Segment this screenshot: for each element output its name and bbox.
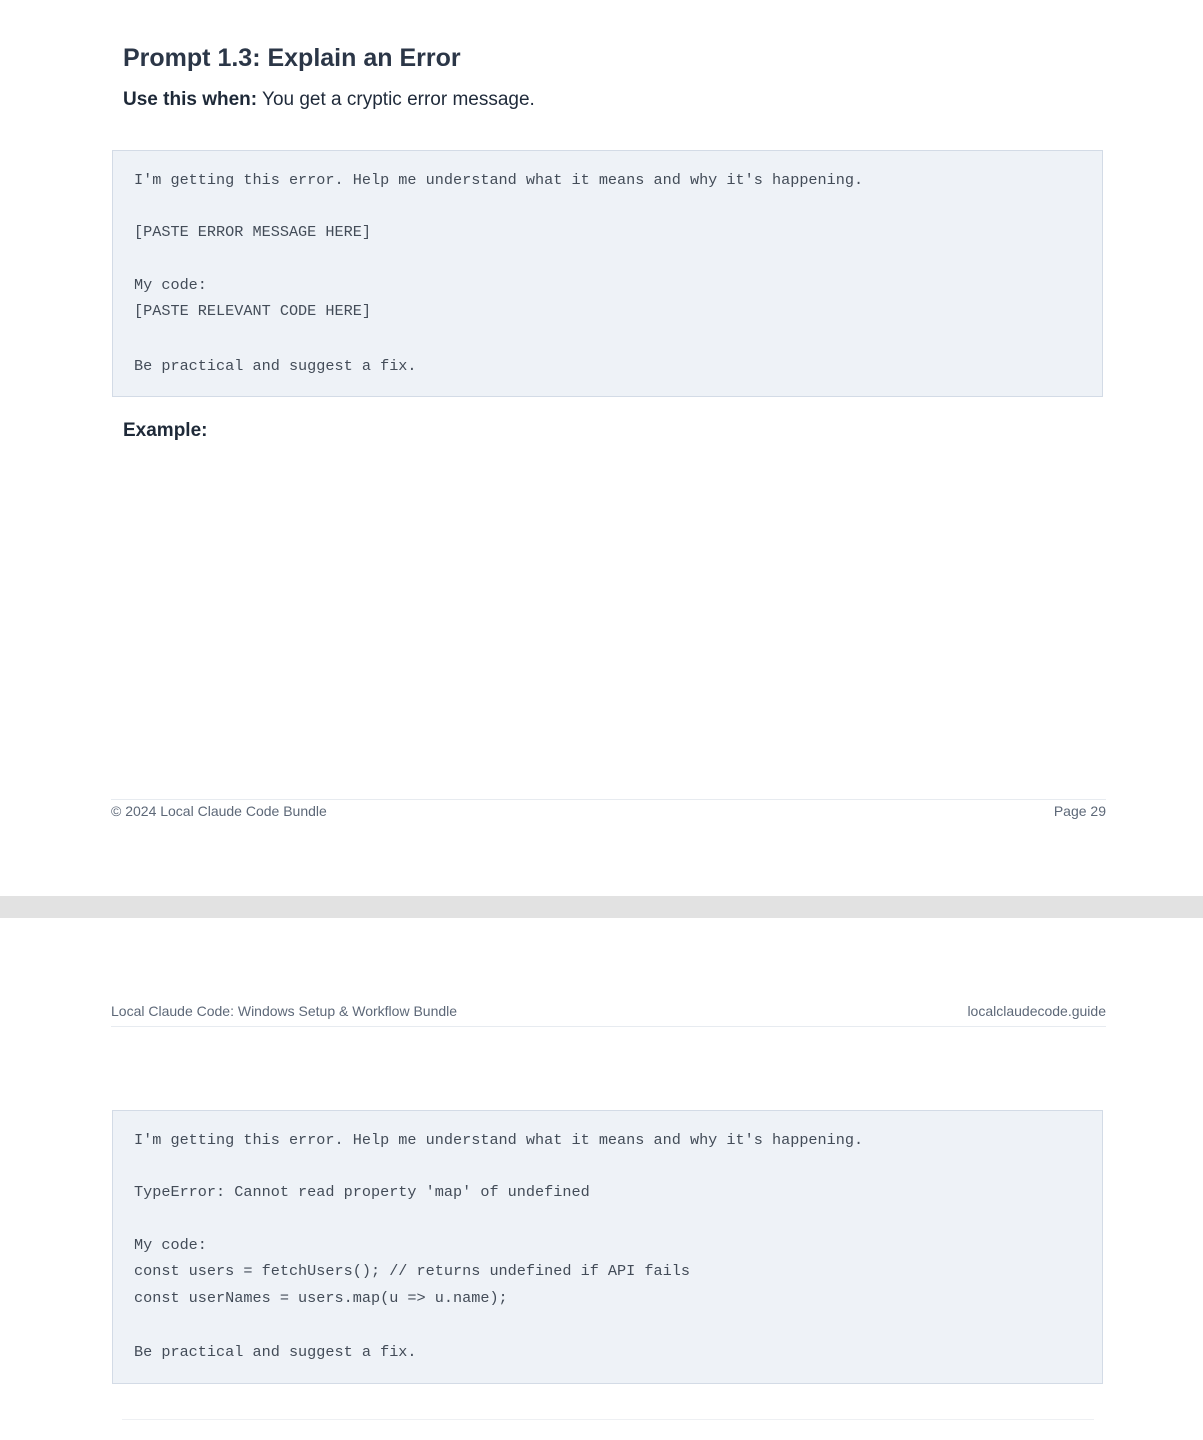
prompt-template-code-block bbox=[112, 150, 1103, 397]
code-line: TypeError: Cannot read property 'map' of undefined bbox=[134, 1183, 590, 1201]
use-when-text: You get a cryptic error message. bbox=[257, 89, 535, 110]
code-line: [PASTE RELEVANT CODE HERE] bbox=[134, 302, 371, 320]
code-line: Be practical and suggest a fix. bbox=[134, 357, 417, 375]
use-when-line bbox=[123, 89, 535, 111]
page-number: Page 29 bbox=[1053, 803, 1106, 819]
page-separator bbox=[0, 896, 1203, 918]
code-line: const userNames = users.map(u => u.name); bbox=[134, 1289, 508, 1307]
code-line: My code: bbox=[134, 276, 207, 294]
footer-copyright: © 2024 Local Claude Code Bundle bbox=[111, 803, 327, 819]
footer-divider bbox=[111, 799, 1106, 800]
section-divider bbox=[122, 1419, 1094, 1420]
running-header-title: Local Claude Code: Windows Setup & Workflow Bundle bbox=[111, 1003, 458, 1019]
code-line: I'm getting this error. Help me understand what it means and why it's happening. bbox=[134, 171, 864, 189]
code-line: My code: bbox=[134, 1236, 207, 1254]
running-header-site: localclaudecode.guide bbox=[967, 1003, 1106, 1019]
code-line: I'm getting this error. Help me understand what it means and why it's happening. bbox=[134, 1131, 864, 1149]
example-label: Example: bbox=[123, 420, 208, 441]
use-when-label: Use this when: bbox=[123, 89, 258, 110]
code-line: [PASTE ERROR MESSAGE HERE] bbox=[134, 223, 371, 241]
example-code-block bbox=[112, 1110, 1103, 1384]
section-heading: Prompt 1.3: Explain an Error bbox=[123, 44, 461, 72]
code-line: Be practical and suggest a fix. bbox=[134, 1343, 417, 1361]
code-line: const users = fetchUsers(); // returns undefined if API fails bbox=[134, 1262, 690, 1280]
header-divider bbox=[111, 1026, 1106, 1027]
